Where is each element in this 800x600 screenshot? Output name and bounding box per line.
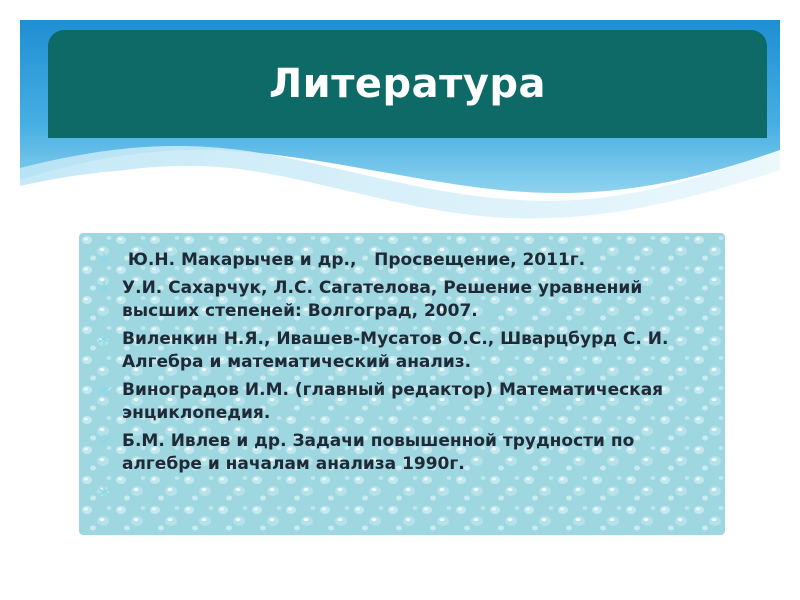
list-item — [95, 379, 699, 425]
list-item — [95, 430, 699, 476]
snowflake-bullet-icon — [97, 332, 111, 346]
reference-text: У.И. Сахарчук, Л.С. Сагателова, Решение уравнений высших степеней: Волгоград, 2007. — [122, 278, 643, 321]
reference-text: Ю.Н. Макарычев и др., Просвещение, 2011г. — [122, 250, 586, 270]
snowflake-bullet-icon — [97, 434, 111, 448]
reference-text: Виноградов И.М. (главный редактор) Математическая энциклопедия. — [122, 380, 664, 423]
snowflake-bullet-icon — [97, 383, 111, 397]
snowflake-bullet-icon — [97, 253, 111, 267]
list-item — [95, 249, 699, 272]
reference-text: Б.М. Ивлев и др. Задачи повышенной трудности по алгебре и началам анализа 1990г. — [122, 431, 635, 474]
slide-title: Литература — [268, 61, 547, 107]
reference-text: Виленкин Н.Я., Ивашев-Мусатов О.С., Шварцбурд С. И. Алгебра и математический анализ. — [122, 329, 669, 372]
references-panel — [79, 233, 725, 535]
snowflake-bullet-icon — [97, 485, 111, 499]
list-item — [95, 328, 699, 374]
snowflake-bullet-icon — [97, 281, 111, 295]
references-list — [95, 249, 699, 481]
title-banner — [48, 30, 767, 138]
list-item — [95, 277, 699, 323]
